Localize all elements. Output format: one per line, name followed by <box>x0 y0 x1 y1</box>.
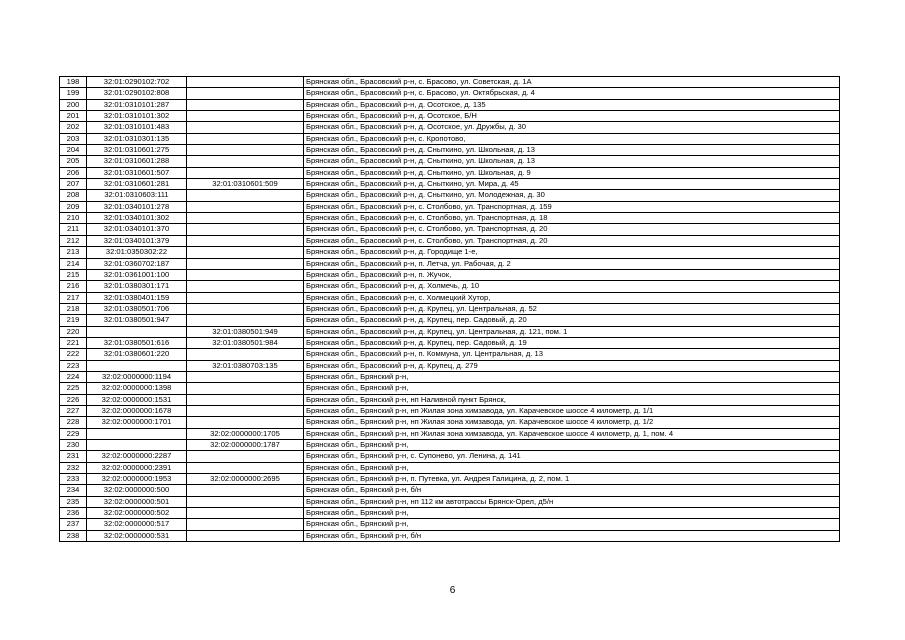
row-number-cell: 233 <box>60 474 87 485</box>
row-number-cell: 238 <box>60 530 87 541</box>
cadastral-number-cell: 32:02:0000000:2391 <box>87 462 187 473</box>
table-row <box>60 440 840 451</box>
address-cell: Брянская обл., Брасовский р-н, д. Крупец, пер. Садовый, д. 20 <box>304 315 840 326</box>
cadastral-number-cell: 32:01:0380401:159 <box>87 292 187 303</box>
row-number-cell: 205 <box>60 156 87 167</box>
table-row <box>60 190 840 201</box>
row-number-cell: 224 <box>60 371 87 382</box>
table-row <box>60 235 840 246</box>
address-cell: Брянская обл., Брасовский р-н, с. Кропотово, <box>304 133 840 144</box>
row-number-cell: 216 <box>60 281 87 292</box>
table-row <box>60 360 840 371</box>
address-cell: Брянская обл., Брянский р-н, б/н <box>304 530 840 541</box>
table-row <box>60 349 840 360</box>
linked-cadastral-number-cell <box>187 201 304 212</box>
cadastral-number-cell: 32:02:0000000:1953 <box>87 474 187 485</box>
table-row <box>60 269 840 280</box>
row-number-cell: 206 <box>60 167 87 178</box>
address-cell: Брянская обл., Брянский р-н, нп Жилая зона химзавода, ул. Карачевское шоссе 4 километр, д. 1, пом. 4 <box>304 428 840 439</box>
table-row <box>60 292 840 303</box>
table-row <box>60 428 840 439</box>
address-cell: Брянская обл., Брянский р-н, с. Супонево, ул. Ленина, д. 141 <box>304 451 840 462</box>
table-row <box>60 156 840 167</box>
table-row <box>60 145 840 156</box>
linked-cadastral-number-cell: 32:01:0380501:949 <box>187 326 304 337</box>
cadastral-number-cell: 32:01:0361001:100 <box>87 269 187 280</box>
address-cell: Брянская обл., Брянский р-н, нп Жилая зона химзавода, ул. Карачевское шоссе 4 километр, д. 1/2 <box>304 417 840 428</box>
address-cell: Брянская обл., Брянский р-н, <box>304 383 840 394</box>
address-cell: Брянская обл., Брасовский р-н, п. Жучок, <box>304 269 840 280</box>
row-number-cell: 208 <box>60 190 87 201</box>
cadastral-number-cell: 32:01:0340101:302 <box>87 213 187 224</box>
linked-cadastral-number-cell: 32:02:0000000:2695 <box>187 474 304 485</box>
row-number-cell: 235 <box>60 496 87 507</box>
cadastral-number-cell: 32:02:0000000:2287 <box>87 451 187 462</box>
cadastral-number-cell: 32:02:0000000:1194 <box>87 371 187 382</box>
address-cell: Брянская обл., Брасовский р-н, д. Сныткино, ул. Школьная, д. 9 <box>304 167 840 178</box>
linked-cadastral-number-cell: 32:02:0000000:1787 <box>187 440 304 451</box>
linked-cadastral-number-cell <box>187 133 304 144</box>
cadastral-number-cell: 32:01:0310301:135 <box>87 133 187 144</box>
cadastral-number-cell: 32:01:0290102:808 <box>87 88 187 99</box>
linked-cadastral-number-cell: 32:01:0310601:509 <box>187 179 304 190</box>
address-cell: Брянская обл., Брасовский р-н, д. Сныткино, ул. Молодежная, д. 30 <box>304 190 840 201</box>
address-cell: Брянская обл., Брасовский р-н, д. Крупец, ул. Центральная, д. 52 <box>304 303 840 314</box>
address-cell: Брянская обл., Брасовский р-н, д. Крупец, ул. Центральная, д. 121, пом. 1 <box>304 326 840 337</box>
table-row <box>60 201 840 212</box>
cadastral-number-cell: 32:02:0000000:1531 <box>87 394 187 405</box>
address-cell: Брянская обл., Брасовский р-н, д. Крупец, д. 279 <box>304 360 840 371</box>
linked-cadastral-number-cell <box>187 315 304 326</box>
table-row <box>60 167 840 178</box>
address-cell: Брянская обл., Брасовский р-н, д. Сныткино, ул. Школьная, д. 13 <box>304 156 840 167</box>
table-row <box>60 213 840 224</box>
linked-cadastral-number-cell: 32:01:0380703:135 <box>187 360 304 371</box>
table-row <box>60 258 840 269</box>
address-cell: Брянская обл., Брасовский р-н, д. Городище 1-е, <box>304 247 840 258</box>
cadastral-number-cell <box>87 360 187 371</box>
address-cell: Брянская обл., Брасовский р-н, с. Столбово, ул. Транспортная, д. 159 <box>304 201 840 212</box>
table-row <box>60 417 840 428</box>
table-row <box>60 224 840 235</box>
linked-cadastral-number-cell <box>187 496 304 507</box>
cadastral-number-cell: 32:01:0380501:947 <box>87 315 187 326</box>
cadastral-number-cell: 32:02:0000000:1398 <box>87 383 187 394</box>
row-number-cell: 220 <box>60 326 87 337</box>
linked-cadastral-number-cell <box>187 190 304 201</box>
table-row <box>60 530 840 541</box>
address-cell: Брянская обл., Брасовский р-н, п. Коммуна, ул. Центральная, д. 13 <box>304 349 840 360</box>
linked-cadastral-number-cell <box>187 462 304 473</box>
table-row <box>60 383 840 394</box>
row-number-cell: 234 <box>60 485 87 496</box>
table-row <box>60 405 840 416</box>
cadastral-number-cell: 32:01:0380601:220 <box>87 349 187 360</box>
row-number-cell: 228 <box>60 417 87 428</box>
linked-cadastral-number-cell <box>187 235 304 246</box>
row-number-cell: 219 <box>60 315 87 326</box>
cadastral-number-cell: 32:01:0340101:370 <box>87 224 187 235</box>
linked-cadastral-number-cell <box>187 224 304 235</box>
row-number-cell: 221 <box>60 337 87 348</box>
table-row <box>60 474 840 485</box>
table-row <box>60 462 840 473</box>
address-cell: Брянская обл., Брасовский р-н, д. Крупец, пер. Садовый, д. 19 <box>304 337 840 348</box>
cadastral-number-cell: 32:02:0000000:1678 <box>87 405 187 416</box>
row-number-cell: 236 <box>60 508 87 519</box>
address-cell: Брянская обл., Брянский р-н, <box>304 508 840 519</box>
address-cell: Брянская обл., Брасовский р-н, с. Холмецкий Хутор, <box>304 292 840 303</box>
linked-cadastral-number-cell <box>187 383 304 394</box>
address-cell: Брянская обл., Брасовский р-н, п. Летча, ул. Рабочая, д. 2 <box>304 258 840 269</box>
cadastral-number-cell: 32:02:0000000:500 <box>87 485 187 496</box>
row-number-cell: 237 <box>60 519 87 530</box>
row-number-cell: 217 <box>60 292 87 303</box>
table-row <box>60 496 840 507</box>
page-number: 6 <box>449 585 456 596</box>
cadastral-number-cell: 32:01:0310603:111 <box>87 190 187 201</box>
linked-cadastral-number-cell <box>187 394 304 405</box>
cadastral-number-cell: 32:01:0340101:379 <box>87 235 187 246</box>
row-number-cell: 203 <box>60 133 87 144</box>
table-row <box>60 133 840 144</box>
row-number-cell: 222 <box>60 349 87 360</box>
linked-cadastral-number-cell <box>187 303 304 314</box>
linked-cadastral-number-cell <box>187 519 304 530</box>
row-number-cell: 213 <box>60 247 87 258</box>
linked-cadastral-number-cell <box>187 111 304 122</box>
linked-cadastral-number-cell <box>187 269 304 280</box>
linked-cadastral-number-cell <box>187 258 304 269</box>
address-cell: Брянская обл., Брянский р-н, п. Путевка, ул. Андрея Галицина, д. 2, пом. 1 <box>304 474 840 485</box>
table-row <box>60 485 840 496</box>
table-row <box>60 303 840 314</box>
cadastral-number-cell: 32:01:0380501:706 <box>87 303 187 314</box>
cadastral-number-cell <box>87 326 187 337</box>
cadastral-number-cell: 32:01:0380501:616 <box>87 337 187 348</box>
cadastral-number-cell: 32:01:0310601:281 <box>87 179 187 190</box>
linked-cadastral-number-cell <box>187 145 304 156</box>
address-cell: Брянская обл., Брянский р-н, <box>304 519 840 530</box>
address-cell: Брянская обл., Брянский р-н, <box>304 462 840 473</box>
table-row <box>60 122 840 133</box>
cadastral-number-cell: 32:02:0000000:1701 <box>87 417 187 428</box>
address-cell: Брянская обл., Брасовский р-н, д. Осотское, Б/Н <box>304 111 840 122</box>
cadastral-number-cell: 32:01:0310101:483 <box>87 122 187 133</box>
row-number-cell: 218 <box>60 303 87 314</box>
table-row <box>60 337 840 348</box>
row-number-cell: 198 <box>60 77 87 88</box>
address-cell: Брянская обл., Брянский р-н, б/н <box>304 485 840 496</box>
linked-cadastral-number-cell <box>187 508 304 519</box>
address-cell: Брянская обл., Брасовский р-н, с. Столбово, ул. Транспортная, д. 20 <box>304 235 840 246</box>
table-row <box>60 451 840 462</box>
linked-cadastral-number-cell <box>187 99 304 110</box>
cadastral-number-cell: 32:02:0000000:531 <box>87 530 187 541</box>
address-cell: Брянская обл., Брянский р-н, нп 112 км автотрассы Брянск-Орел, д5/н <box>304 496 840 507</box>
row-number-cell: 232 <box>60 462 87 473</box>
row-number-cell: 202 <box>60 122 87 133</box>
address-cell: Брянская обл., Брасовский р-н, д. Сныткино, ул. Школьная, д. 13 <box>304 145 840 156</box>
linked-cadastral-number-cell <box>187 451 304 462</box>
row-number-cell: 229 <box>60 428 87 439</box>
linked-cadastral-number-cell: 32:02:0000000:1705 <box>187 428 304 439</box>
property-table <box>59 76 840 542</box>
linked-cadastral-number-cell <box>187 417 304 428</box>
linked-cadastral-number-cell <box>187 530 304 541</box>
address-cell: Брянская обл., Брянский р-н, <box>304 371 840 382</box>
cadastral-number-cell: 32:01:0380301:171 <box>87 281 187 292</box>
cadastral-number-cell: 32:01:0310601:275 <box>87 145 187 156</box>
cadastral-number-cell: 32:01:0310101:287 <box>87 99 187 110</box>
cadastral-number-cell: 32:01:0310601:507 <box>87 167 187 178</box>
address-cell: Брянская обл., Брасовский р-н, д. Осотское, д. 135 <box>304 99 840 110</box>
table-row <box>60 111 840 122</box>
cadastral-number-cell: 32:01:0350302:22 <box>87 247 187 258</box>
table-row <box>60 247 840 258</box>
row-number-cell: 227 <box>60 405 87 416</box>
linked-cadastral-number-cell <box>187 405 304 416</box>
linked-cadastral-number-cell <box>187 281 304 292</box>
cadastral-number-cell: 32:02:0000000:501 <box>87 496 187 507</box>
cadastral-number-cell: 32:01:0310601:288 <box>87 156 187 167</box>
row-number-cell: 210 <box>60 213 87 224</box>
row-number-cell: 215 <box>60 269 87 280</box>
address-cell: Брянская обл., Брянский р-н, нп Жилая зона химзавода, ул. Карачевское шоссе 4 километр, д. 1/1 <box>304 405 840 416</box>
address-cell: Брянская обл., Брянский р-н, <box>304 440 840 451</box>
cadastral-number-cell: 32:01:0290102:702 <box>87 77 187 88</box>
linked-cadastral-number-cell <box>187 349 304 360</box>
table-row <box>60 394 840 405</box>
row-number-cell: 207 <box>60 179 87 190</box>
cadastral-number-cell: 32:01:0310101:302 <box>87 111 187 122</box>
table-row <box>60 88 840 99</box>
linked-cadastral-number-cell <box>187 88 304 99</box>
row-number-cell: 214 <box>60 258 87 269</box>
linked-cadastral-number-cell: 32:01:0380501:984 <box>187 337 304 348</box>
address-cell: Брянская обл., Брасовский р-н, д. Осотское, ул. Дружбы, д. 30 <box>304 122 840 133</box>
linked-cadastral-number-cell <box>187 122 304 133</box>
linked-cadastral-number-cell <box>187 292 304 303</box>
address-cell: Брянская обл., Брасовский р-н, с. Столбово, ул. Транспортная, д. 18 <box>304 213 840 224</box>
cadastral-number-cell: 32:01:0360702:187 <box>87 258 187 269</box>
linked-cadastral-number-cell <box>187 247 304 258</box>
row-number-cell: 223 <box>60 360 87 371</box>
table-row <box>60 519 840 530</box>
row-number-cell: 225 <box>60 383 87 394</box>
table-row <box>60 315 840 326</box>
linked-cadastral-number-cell <box>187 77 304 88</box>
row-number-cell: 199 <box>60 88 87 99</box>
address-cell: Брянская обл., Брасовский р-н, д. Сныткино, ул. Мира, д. 45 <box>304 179 840 190</box>
linked-cadastral-number-cell <box>187 485 304 496</box>
cadastral-number-cell: 32:02:0000000:517 <box>87 519 187 530</box>
row-number-cell: 201 <box>60 111 87 122</box>
row-number-cell: 209 <box>60 201 87 212</box>
row-number-cell: 226 <box>60 394 87 405</box>
table-row <box>60 371 840 382</box>
address-cell: Брянская обл., Брасовский р-н, д. Холмечь, д. 10 <box>304 281 840 292</box>
cadastral-number-cell: 32:01:0340101:278 <box>87 201 187 212</box>
row-number-cell: 212 <box>60 235 87 246</box>
cadastral-number-cell <box>87 428 187 439</box>
table-body <box>60 77 840 542</box>
table-row <box>60 77 840 88</box>
address-cell: Брянская обл., Брасовский р-н, с. Столбово, ул. Транспортная, д. 20 <box>304 224 840 235</box>
address-cell: Брянская обл., Брасовский р-н, с. Брасово, ул. Октябрьская, д. 4 <box>304 88 840 99</box>
row-number-cell: 230 <box>60 440 87 451</box>
table-row <box>60 326 840 337</box>
cadastral-number-cell <box>87 440 187 451</box>
row-number-cell: 231 <box>60 451 87 462</box>
linked-cadastral-number-cell <box>187 371 304 382</box>
table-row <box>60 179 840 190</box>
table-row <box>60 99 840 110</box>
linked-cadastral-number-cell <box>187 167 304 178</box>
cadastral-number-cell: 32:02:0000000:502 <box>87 508 187 519</box>
table-row <box>60 508 840 519</box>
row-number-cell: 211 <box>60 224 87 235</box>
row-number-cell: 204 <box>60 145 87 156</box>
linked-cadastral-number-cell <box>187 156 304 167</box>
table-row <box>60 281 840 292</box>
address-cell: Брянская обл., Брянский р-н, нп Наливной пункт Брянск, <box>304 394 840 405</box>
row-number-cell: 200 <box>60 99 87 110</box>
address-cell: Брянская обл., Брасовский р-н, с. Брасово, ул. Советская, д. 1А <box>304 77 840 88</box>
linked-cadastral-number-cell <box>187 213 304 224</box>
